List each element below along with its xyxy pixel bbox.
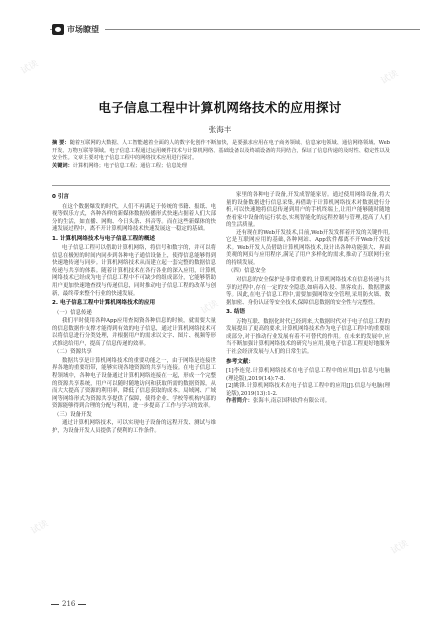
keywords-text: 计算机网络；电子信息工程；通信工程；信息处理 [72, 162, 187, 169]
abstract-block [52, 140, 390, 170]
abstract [52, 140, 390, 163]
section-label: 市场瞭望 [67, 24, 99, 34]
watermark: 试读 [389, 538, 411, 557]
right-column [226, 192, 390, 406]
reference-item: [1]李连党.计算机网络技术在电子信息工程中的应用[J].信息与电脑(理论版),2019(14):7-8. [226, 368, 390, 382]
author-bio-label: 作者简介： [226, 398, 253, 405]
subheading-device-dev: （三）设备开发 [54, 411, 92, 418]
paragraph: 万物互联、数据化时代已经到来,大数据时代对于电子信息工程的发展提出了更高的要求,计算机网络技术作为电子信息工程中的重要组成部分,对于推动行业发展有着不可替代的作用。在未来的发展中,应当不断加强计算机网络技术的研究与应用,使电子信息工程更好地服务于社会经济发展与人们的日常生活。 [226, 318, 390, 355]
paragraph: 数据共享是计算机网络技术的重要功能之一，由于网络是连接世界各地的重要纽带，能够实现各地资源的共享与连接。在电子信息工程领域中，各种电子设备通过计算机网络连接在一起，形成一个完整的资源共享系统，用户可以随时随地访问和获取所需的数据资源，从而大大提高了资源的利用率，降低了信息获取的成本。局域网、广域网等网络形式为资源共享提供了保障，使得企业、学校等机构内部的资源能够得到合理的分配与利用，进一步提高了工作与学习的效率。 [52, 357, 216, 410]
journal-logo-icon [52, 24, 64, 35]
paragraph: 对信息的安全保护是非常重要的,计算机网络技术在信息传递与共享的过程中,存在一定的安全隐患,如病毒入侵、黑客攻击、数据泄露等。因此,在电子信息工程中,需要加强网络安全管理,采用防火墙、数据加密、身份认证等安全技术,保障信息数据的安全性与完整性。 [226, 277, 390, 306]
reference-item: [2]姚锋.计算机网络技术在电子信息工程中的应用[J].信息与电脑(理论版),2019(13):1-2. [226, 383, 390, 397]
left-column [52, 192, 216, 435]
paragraph: 我们平时使用各种App应用查阅資各种信息的时候，就需要大量的信息数据作支撑才能得到有效的电子信息，通过计算机网络技术可以将信息进行分类处理，并根据用户的需求以文字、图片、视频等形式推送给用户，提高了信息传递的效率。 [52, 318, 216, 347]
watermark: 试读 [29, 518, 51, 537]
page-number-text: 216 [62, 600, 76, 608]
article-title: 电子信息工程中计算机网络技术的应用探讨 [98, 100, 342, 115]
subheading-resource-sharing: （二）资源共享 [54, 349, 92, 356]
running-header [0, 22, 440, 36]
keywords-label: 关键词： [52, 162, 73, 169]
watermark: 试读 [19, 58, 41, 77]
paragraph: 通过计算机网络技术，可以实现电子设备的远程开发、测试与维护，为设备开发人员提供了便利的工作条件。 [52, 420, 216, 434]
heading-intro: 0 引言 [52, 194, 70, 200]
watermark: 试读 [199, 298, 221, 317]
page-number [48, 600, 118, 608]
paragraph: 家里的各种电子设备,开发成智能家居。通过使用网络设备,将大量的设备数据进行信息采集,再借助于计算机网络技术对数据进行分析,可以快速地将信息传递到用户的手机终端上,让用户能够随时随地查看家中设备的运行状态,实现智能化的远程控制与管理,提高了人们的生活质量。 [226, 192, 390, 229]
paragraph: 电子信息工程可以借助计算机网络，将信号和数字的，并可以将信息在极短的时间内同步到各种电子通信设备上，使得信息能够得到快速地传递与同步。计算机网络技术从而建立起一套完整的数据信息传递与共享的体系。随着计算机技术在各行各业的深入应用，计算机网络技术已经成为电子信息工程中不可缺少的组成部分，它能够帮助用户更加快速地查找与传递信息，同时推动电子信息工程的改革与创新，最终带来整个行业的快速发展。 [52, 245, 216, 297]
paragraph: 在这个数据爆发的时代，人们不再满足于传统的书籍、报纸、电视等娱乐方式，各种各样的新媒体数据传播形式快速占据着人们大部分的生活，如直播、网购、今日头条、抖音等。而在这些新媒体的快速发展过程中，离不开计算机网络技术快速发展这一稳定的基础。 [52, 203, 216, 233]
article-author: 张海丰 [208, 125, 232, 134]
keywords [52, 163, 390, 171]
header-rule [50, 29, 420, 30]
heading-conclusion: 3. 结语 [226, 309, 246, 316]
subheading-info-security: （四）信息安全 [228, 268, 266, 275]
heading-section-1: 1. 计算机网络技术与电子信息工程的概述 [52, 235, 156, 242]
paragraph: 还有现在的Web开发技术,目前,Web开发发挥着开发的关键作用,它是互联网应用的基础,各种网站、App软件都离不开Web开发技术。Web开发人员借助计算机网络技术,设计出各种功能强大、界面美观的网页与应用程序,满足了用户多样化的需求,推动了互联网行业的持续发展。 [226, 229, 390, 266]
abstract-text: 随着互联网的大数据、人工智能越着全面的人的数字化创作不断加快，是要强求应用在电子商务领域、信息家电领域、通信网络领域、Web开发、万物互联等领域。电子信息工程通过运用硬件技术与计算机网络、基础设备以及终端设备的共同结合，保证了信息传递的及时性、稳定性以及安全性。文章主要对电子信息工程中的网络技术应用进行探讨。 [52, 140, 390, 162]
page-dash [78, 604, 86, 605]
author-bio-text: 张海丰,南京国科软件有限公司。 [252, 398, 331, 405]
subheading-info-transfer: （一）信息传递 [54, 309, 92, 316]
heading-section-2: 2. 电子信息工程中计算机网络技术的应用 [52, 300, 156, 307]
section-badge [52, 22, 105, 36]
abstract-divider [52, 185, 390, 186]
abstract-label: 摘 要： [52, 140, 70, 146]
watermark: 试读 [379, 68, 401, 87]
page-dash [51, 604, 59, 605]
references-heading: 参考文献： [226, 359, 254, 366]
author-bio [226, 398, 390, 406]
